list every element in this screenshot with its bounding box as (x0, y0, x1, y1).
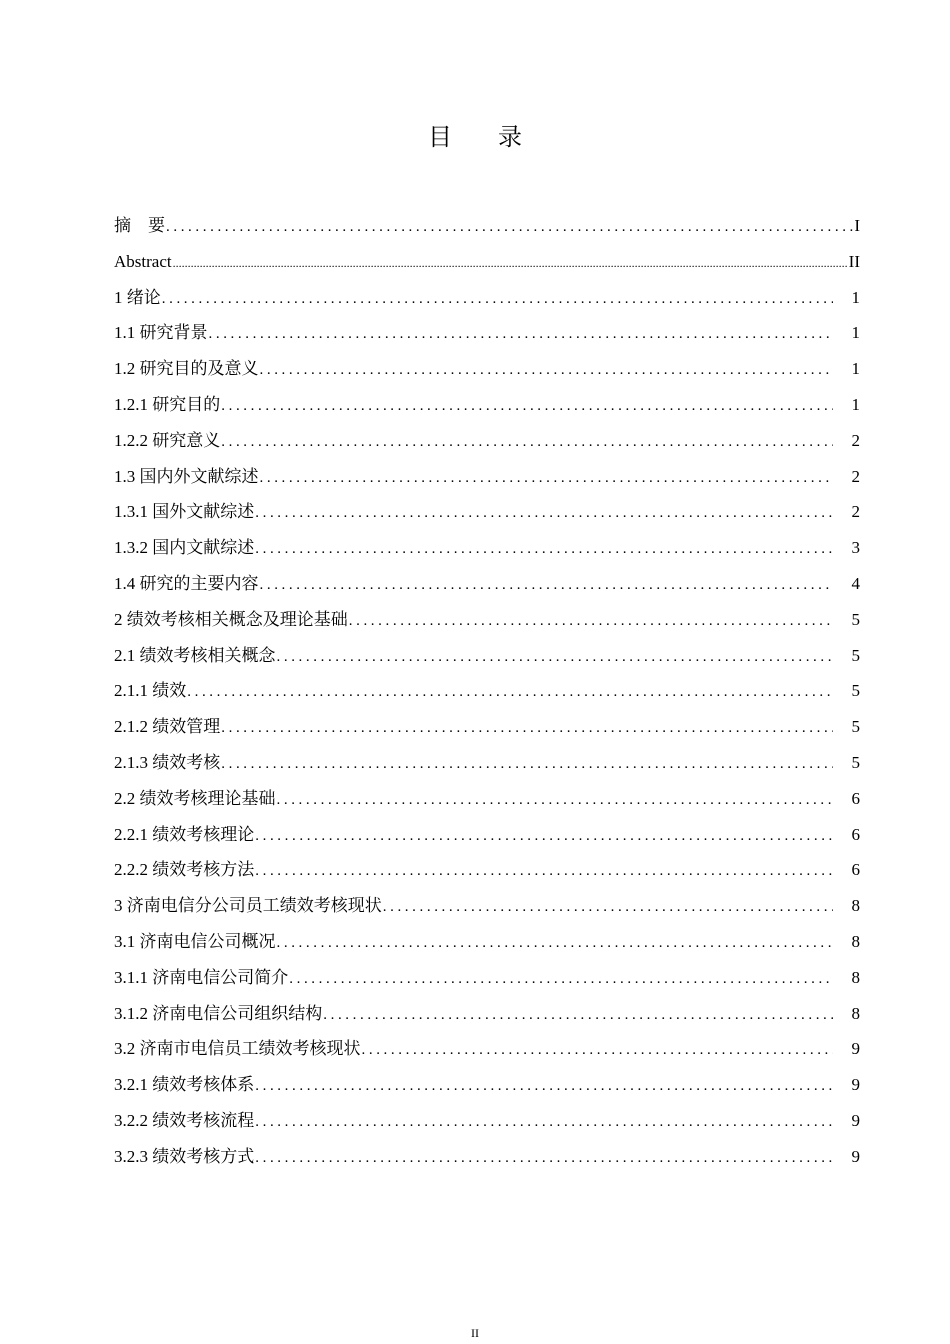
toc-entry-page-number: 9 (851, 1146, 860, 1166)
dot-leader (260, 353, 834, 389)
toc-entry-page-number: 5 (851, 681, 860, 701)
toc-entry-page-number: 8 (851, 1003, 860, 1023)
toc-entry-label: 1.2.1 研究目的 (114, 394, 221, 414)
toc-entry[interactable] (114, 1067, 860, 1103)
toc-entry-page-number: 8 (851, 967, 860, 987)
toc-entry-label: 1.3 国内外文献综述 (114, 466, 259, 486)
toc-entry-label: 1.1 研究背景 (114, 323, 208, 343)
toc-entry-label: 1.3.1 国外文献综述 (114, 502, 255, 522)
toc-entry-label: 3.2.2 绩效考核流程 (114, 1110, 255, 1130)
toc-entry-label: 3.2.3 绩效考核方式 (114, 1146, 255, 1166)
toc-entry-label: 3.1.2 济南电信公司组织结构 (114, 1003, 323, 1023)
toc-entry-label: 2 绩效考核相关概念及理论基础 (114, 609, 348, 629)
toc-entry-page-number: 6 (851, 860, 860, 880)
dot-leader (221, 711, 833, 747)
dot-leader (260, 461, 834, 497)
toc-entry-page-number: 2 (851, 502, 860, 522)
toc-entry-label: 3.2 济南市电信员工绩效考核现状 (114, 1039, 361, 1059)
toc-entry-label: 3.2.1 绩效考核体系 (114, 1075, 255, 1095)
toc-entry-page-number: 4 (851, 573, 860, 593)
toc-entry-page-number: 6 (851, 788, 860, 808)
toc-entry-label: 3 济南电信分公司员工绩效考核现状 (114, 896, 382, 916)
toc-entry[interactable] (114, 852, 860, 888)
toc-entry[interactable] (114, 351, 860, 387)
page-title: 目 录 (428, 125, 542, 151)
toc-entry-label: 2.1.2 绩效管理 (114, 717, 221, 737)
dot-leader (209, 317, 834, 353)
toc-entry[interactable] (114, 1139, 860, 1175)
toc-entry[interactable] (114, 1031, 860, 1067)
toc-entry[interactable] (114, 745, 860, 781)
toc-entry-page-number: 8 (851, 896, 860, 916)
toc-entry-label: 摘 要 (114, 216, 165, 235)
dot-leader (221, 747, 833, 783)
toc-entry-label: Abstract (114, 251, 172, 271)
toc-entry-page-number: 1 (851, 287, 860, 307)
toc-entry-label: 1.4 研究的主要内容 (114, 573, 259, 593)
dot-leader (289, 962, 833, 998)
toc-entry-page-number: 1 (851, 359, 860, 379)
toc-entry[interactable] (114, 781, 860, 817)
toc-entry[interactable] (114, 494, 860, 530)
toc-entry-label: 2.1 绩效考核相关概念 (114, 645, 276, 665)
toc-entry[interactable] (114, 1103, 860, 1139)
toc-entry-page-number: 8 (851, 931, 860, 951)
toc-entry-page-number: II (848, 251, 860, 271)
dot-leader (277, 640, 834, 676)
dot-leader (383, 890, 833, 926)
toc-entry[interactable] (114, 888, 860, 924)
dot-leader (255, 819, 833, 855)
toc-entry-label: 1.2.2 研究意义 (114, 430, 221, 450)
toc-entry-label: 1.2 研究目的及意义 (114, 359, 259, 379)
toc-entry[interactable] (114, 530, 860, 566)
toc-entry-label: 1.3.2 国内文献综述 (114, 538, 255, 558)
toc-entry-page-number: 1 (851, 394, 860, 414)
dot-leader (260, 568, 834, 604)
toc-entry[interactable] (114, 566, 860, 602)
toc-entry[interactable] (114, 244, 860, 280)
toc-entry-label: 2.2.1 绩效考核理论 (114, 824, 255, 844)
page-number: II (471, 1326, 479, 1340)
dot-leader (173, 246, 848, 282)
table-of-contents (114, 208, 860, 1175)
toc-entry-label: 2.1.1 绩效 (114, 681, 187, 701)
toc-entry[interactable] (114, 673, 860, 709)
dot-leader (255, 532, 833, 568)
dot-leader (323, 998, 833, 1034)
toc-entry[interactable] (114, 315, 860, 351)
toc-entry-page-number: 2 (851, 430, 860, 450)
toc-entry-page-number: 3 (851, 538, 860, 558)
toc-entry[interactable] (114, 387, 860, 423)
toc-entry-label: 1 绪论 (114, 287, 161, 307)
toc-entry[interactable] (114, 459, 860, 495)
toc-entry[interactable] (114, 423, 860, 459)
toc-entry-page-number: 5 (851, 645, 860, 665)
toc-entry-label: 3.1.1 济南电信公司简介 (114, 967, 289, 987)
dot-leader (221, 425, 833, 461)
toc-entry-page-number: 9 (851, 1110, 860, 1130)
toc-entry-page-number: 9 (851, 1075, 860, 1095)
toc-entry[interactable] (114, 924, 860, 960)
dot-leader (255, 1141, 833, 1177)
dot-leader (255, 1105, 833, 1141)
toc-entry-label: 3.1 济南电信公司概况 (114, 931, 276, 951)
toc-entry-page-number: 5 (851, 609, 860, 629)
toc-entry-page-number: 5 (851, 752, 860, 772)
toc-entry-page-number: 9 (851, 1039, 860, 1059)
dot-leader (166, 210, 853, 246)
dot-leader (349, 604, 833, 640)
dot-leader (255, 496, 833, 532)
toc-entry[interactable] (114, 960, 860, 996)
toc-entry[interactable] (114, 638, 860, 674)
toc-entry-page-number: I (854, 216, 860, 235)
toc-entry-page-number: 1 (851, 323, 860, 343)
toc-entry-page-number: 2 (851, 466, 860, 486)
dot-leader (221, 389, 833, 425)
toc-entry[interactable] (114, 280, 860, 316)
toc-entry[interactable] (114, 996, 860, 1032)
dot-leader (277, 926, 834, 962)
toc-entry-page-number: 6 (851, 824, 860, 844)
toc-entry-page-number: 5 (851, 717, 860, 737)
dot-leader (277, 783, 834, 819)
dot-leader (162, 282, 833, 318)
toc-entry-label: 2.2 绩效考核理论基础 (114, 788, 276, 808)
dot-leader (255, 1069, 833, 1105)
dot-leader (255, 854, 833, 890)
dot-leader (362, 1033, 834, 1069)
dot-leader (187, 675, 833, 711)
toc-entry[interactable] (114, 602, 860, 638)
toc-entry-label: 2.2.2 绩效考核方法 (114, 860, 255, 880)
toc-entry-label: 2.1.3 绩效考核 (114, 752, 221, 772)
toc-entry[interactable] (114, 208, 860, 244)
toc-entry[interactable] (114, 709, 860, 745)
toc-entry[interactable] (114, 817, 860, 853)
